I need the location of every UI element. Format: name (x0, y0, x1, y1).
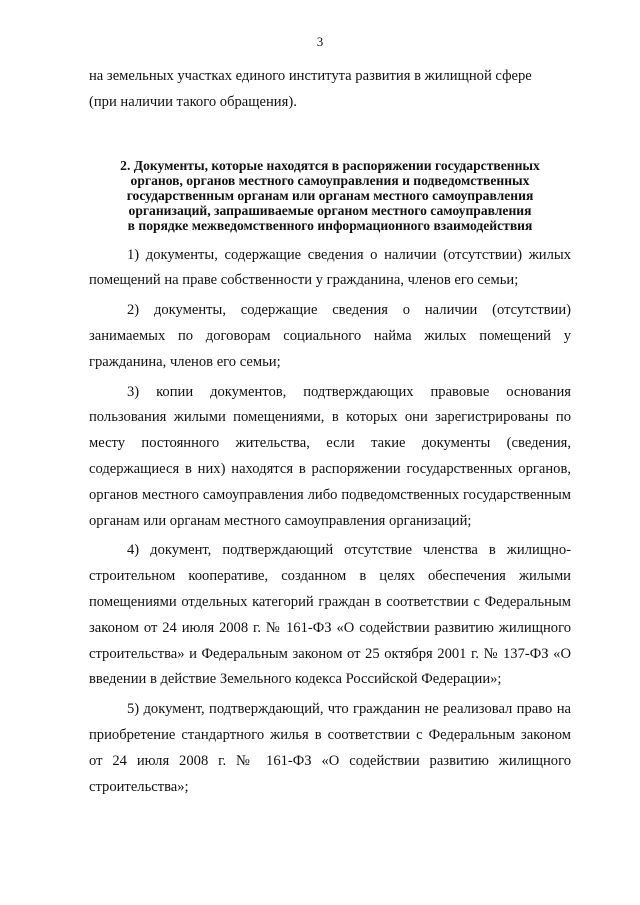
list-item-5: 5) документ, подтверждающий, что гражданин не реализовал право на приобретение стандартного жилья в соответствии с Федеральным законом от 24 июля 2008 г. № 161-ФЗ «О содействии развитию жилищного строительства»; (89, 701, 571, 795)
list-item-3: 3) копии документов, подтверждающих правовые основания пользования жилыми помещениями, в которых они зарегистрированы по месту постоянного жительства, если такие документы (сведения, содержащиеся в них) находятся в распоряжении государственных органов, органов местного самоуправления либо подведомственных государственным органам или органам местного самоуправления организаций; (89, 383, 571, 529)
section-heading-line: в порядке межведомственного информационного взаимодействия (127, 217, 533, 233)
document-body (89, 64, 571, 800)
page-number: 3 (316, 34, 324, 49)
section-heading-line: органов, органов местного самоуправления и подведомственных (130, 172, 530, 188)
intro-line-2: (при наличии такого обращения). (89, 93, 297, 110)
list-item-2: 2) документы, содержащие сведения о наличии (отсутствии) занимаемых по договорам социального найма жилых помещений у гражданина, членов его семьи; (89, 302, 571, 370)
list-item-1: 1) документы, содержащие сведения о наличии (отсутствии) жилых помещений на праве собственности у гражданина, членов его семьи; (89, 246, 571, 289)
section-heading (89, 158, 571, 233)
intro-line-1: на земельных участках единого института развития в жилищной сфере (89, 68, 532, 84)
list-item-4: 4) документ, подтверждающий отсутствие членства в жилищно-строительном кооперативе, созданном в целях обеспечения жилыми помещениями отдельных категорий граждан в соответствии с Федеральным законом от 24 июля 2008 г. № 161-ФЗ «О содействии развитию жилищного строительства» и Федеральным законом от 25 октября 2001 г. № 137-ФЗ «О введении в действие Земельного кодекса Российской Федерации»; (89, 542, 571, 688)
section-heading-line: организаций, запрашиваемые органом местного самоуправления (128, 202, 532, 218)
section-heading-line: 2. Документы, которые находятся в распоряжении государственных (120, 157, 540, 173)
section-heading-line: государственным органам или органам местного самоуправления (126, 187, 534, 203)
intro-paragraph (89, 64, 571, 116)
